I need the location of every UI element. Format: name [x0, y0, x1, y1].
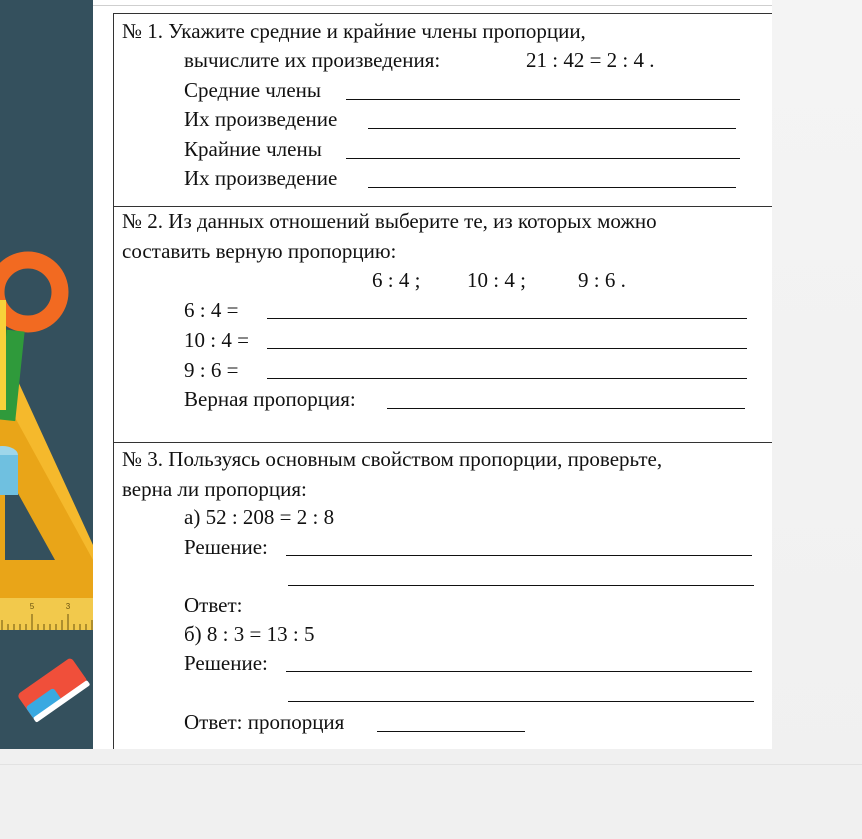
answer-a-label: Ответ:	[184, 593, 243, 617]
middle-product-blank[interactable]	[368, 128, 736, 129]
solution-b-blank-2[interactable]	[288, 701, 754, 702]
ratio-a: 6 : 4 ;	[372, 268, 421, 292]
decorative-side-panel	[0, 0, 93, 749]
ratio-c: 9 : 6 .	[578, 268, 626, 292]
worksheet	[113, 13, 772, 749]
eraser-icon	[17, 657, 91, 723]
part-a-label: а) 52 : 208 = 2 : 8	[184, 505, 335, 529]
task-1-title: № 1. Укажите средние и крайние члены пропорции,	[122, 19, 586, 43]
middle-terms-blank[interactable]	[346, 99, 740, 100]
correct-proportion-label: Верная пропорция:	[184, 387, 356, 411]
task-1-title-cont: вычислите их произведения:	[184, 48, 441, 72]
footer-divider	[0, 764, 862, 765]
middle-terms-label: Средние члены	[184, 78, 321, 102]
part-b-label: б) 8 : 3 = 13 : 5	[184, 622, 315, 646]
ring-icon	[0, 260, 60, 324]
row-b-blank[interactable]	[267, 348, 747, 349]
row-b-label: 10 : 4 =	[184, 328, 249, 352]
answer-b-label: Ответ: пропорция	[184, 710, 345, 734]
correct-proportion-blank[interactable]	[387, 408, 745, 409]
extreme-product-blank[interactable]	[368, 187, 736, 188]
task-3	[114, 443, 772, 749]
task-2-title: № 2. Из данных отношений выберите те, из которых можно	[122, 209, 657, 233]
solution-a-blank[interactable]	[286, 555, 752, 556]
row-c-label: 9 : 6 =	[184, 358, 239, 382]
task-1-proportion: 21 : 42 = 2 : 4 .	[526, 48, 655, 72]
row-c-blank[interactable]	[267, 378, 747, 379]
task-1	[114, 14, 772, 207]
school-supplies-illustration	[0, 0, 93, 749]
solution-a-label: Решение:	[184, 535, 268, 559]
extreme-terms-blank[interactable]	[346, 158, 740, 159]
middle-product-label: Их произведение	[184, 107, 338, 131]
task-2-title-cont: составить верную пропорцию:	[122, 239, 397, 263]
answer-b-blank[interactable]	[377, 731, 525, 732]
task-2	[114, 207, 772, 443]
extreme-terms-label: Крайние члены	[184, 137, 322, 161]
solution-b-label: Решение:	[184, 651, 268, 675]
extreme-product-label: Их произведение	[184, 166, 338, 190]
task-3-title: № 3. Пользуясь основным свойством пропорции, проверьте,	[122, 447, 663, 471]
solution-b-blank[interactable]	[286, 671, 752, 672]
solution-a-blank-2[interactable]	[288, 585, 754, 586]
task-3-title-cont: верна ли пропорция:	[122, 477, 307, 501]
ruler-mark-5: 5	[29, 602, 35, 611]
ratio-b: 10 : 4 ;	[467, 268, 526, 292]
ruler-mark-3: 3	[65, 602, 71, 611]
row-a-blank[interactable]	[267, 318, 747, 319]
top-border	[93, 5, 772, 6]
row-a-label: 6 : 4 =	[184, 298, 239, 322]
